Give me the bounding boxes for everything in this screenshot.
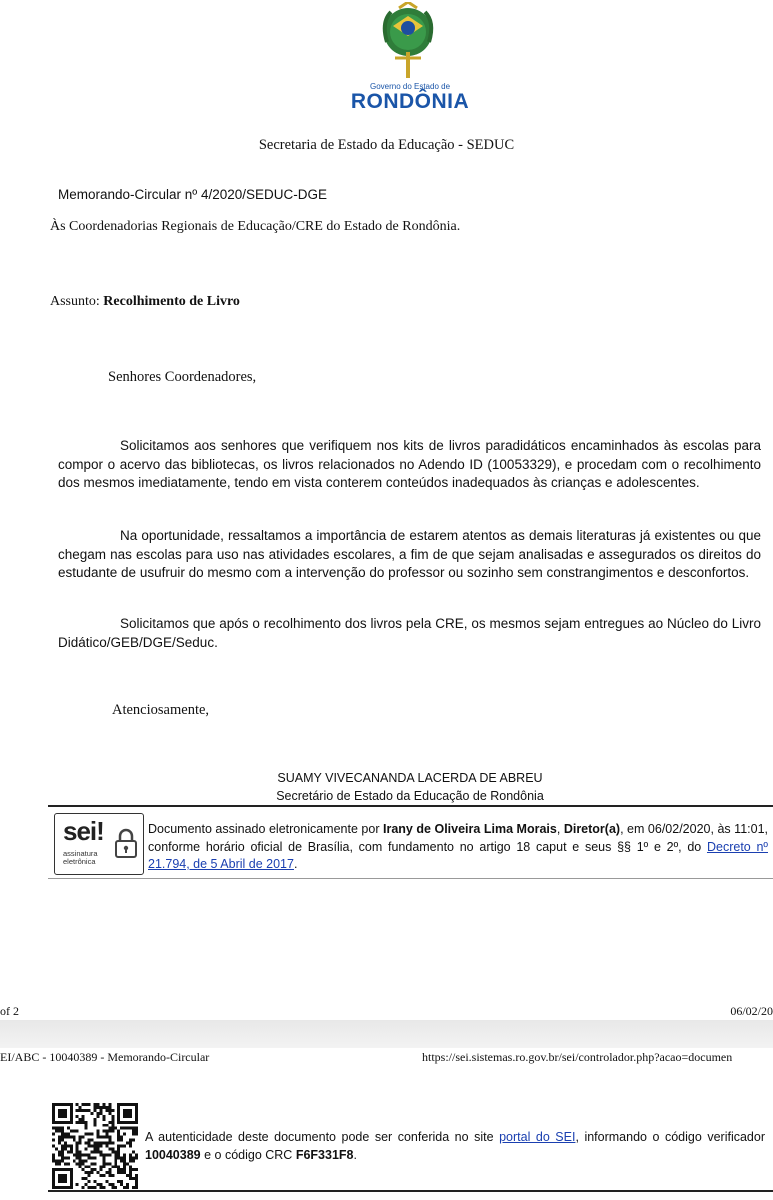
electronic-signature-text: Documento assinado eletronicamente por Irany de Oliveira Lima Morais, Diretor(a), em 06/02/2020, às 11:01, conforme horário oficial de Brasília, com fundamento no artigo 18 caput e seus §§ 1º e 2º, do Decreto nº 21.794, de 5 Abril de 2017. — [148, 822, 769, 871]
verifier-code: 10040389 — [145, 1148, 201, 1162]
decree-link[interactable]: Decreto nº 21.794, de 5 Abril de 2017 — [148, 839, 768, 871]
closing: Atenciosamente, — [112, 702, 210, 718]
document-url: https://sei.sistemas.ro.gov.br/sei/controlador.php?acao=documen — [422, 1050, 733, 1064]
esign-divider — [48, 878, 773, 879]
greeting: Senhores Coordenadores, — [108, 369, 257, 385]
padlock-icon — [113, 826, 139, 860]
memo-subject — [50, 294, 240, 310]
bottom-divider — [48, 1190, 773, 1192]
signatory-title: Secretário de Estado da Educação de Rondônia — [276, 789, 544, 803]
subject-text: Recolhimento de Livro — [103, 294, 240, 309]
body-paragraph-2: Na oportunidade, ressaltamos a importância de estarem atentos as demais literaturas já existentes ou que chegam nas escolas para uso nas atividades escolares, a fim de que sejam analisadas e assegurados os direitos do estudante de usufruir do mesmo com a intervenção do professor ou sozinho sem constrangimentos e desconfortos. — [58, 528, 761, 580]
page-number: of 2 — [0, 1004, 19, 1018]
memo-recipients: Às Coordenadorias Regionais de Educação/CRE do Estado de Rondônia. — [50, 219, 461, 234]
signer-role: Diretor(a) — [563, 822, 621, 836]
signature-divider — [48, 805, 773, 807]
signer-name: Irany de Oliveira Lima Morais — [383, 822, 557, 836]
sei-logo-subtitle: assinatura eletrônica — [63, 849, 98, 866]
print-date: 06/02/20 — [730, 1004, 773, 1018]
qr-code-icon — [52, 1103, 138, 1189]
signatory-name: SUAMY VIVECANANDA LACERDA DE ABREU — [277, 771, 543, 785]
subject-label: Assunto: — [50, 294, 100, 309]
body-paragraph-3: Solicitamos que após o recolhimento dos livros pela CRE, os mesmos sejam entregues ao Núcleo do Livro Didático/GEB/DGE/Seduc. — [58, 616, 761, 650]
authenticity-text: A autenticidade deste documento pode ser conferida no site portal do SEI, informando o código verificador 10040389 e o código CRC F6F331F8. — [145, 1130, 765, 1162]
secretaria-heading: Secretaria de Estado da Educação - SEDUC — [258, 137, 515, 153]
page-break-band — [0, 1020, 773, 1048]
memo-number: Memorando-Circular nº 4/2020/SEDUC-DGE — [58, 187, 328, 202]
sei-logo-word: sei! — [63, 816, 104, 846]
rondonia-coat-of-arms-icon — [373, 2, 443, 82]
sei-signature-badge — [54, 813, 144, 875]
state-name: RONDÔNIA — [350, 90, 470, 113]
sei-portal-link[interactable]: portal do SEI — [499, 1130, 576, 1144]
government-label: Governo do Estado de — [369, 82, 451, 91]
document-id: EI/ABC - 10040389 - Memorando-Circular — [0, 1050, 210, 1064]
body-paragraph-1: Solicitamos aos senhores que verifiquem nos kits de livros paradidáticos encaminhados às escolas para compor o acervo das bibliotecas, os livros relacionados no Adendo ID (10053329), e procedam com o recolhimento dos mesmos imediatamente, tendo em vista conterem conteúdos inadequados às crianças e adolescentes. — [58, 438, 761, 490]
crc-code: F6F331F8 — [295, 1148, 354, 1162]
